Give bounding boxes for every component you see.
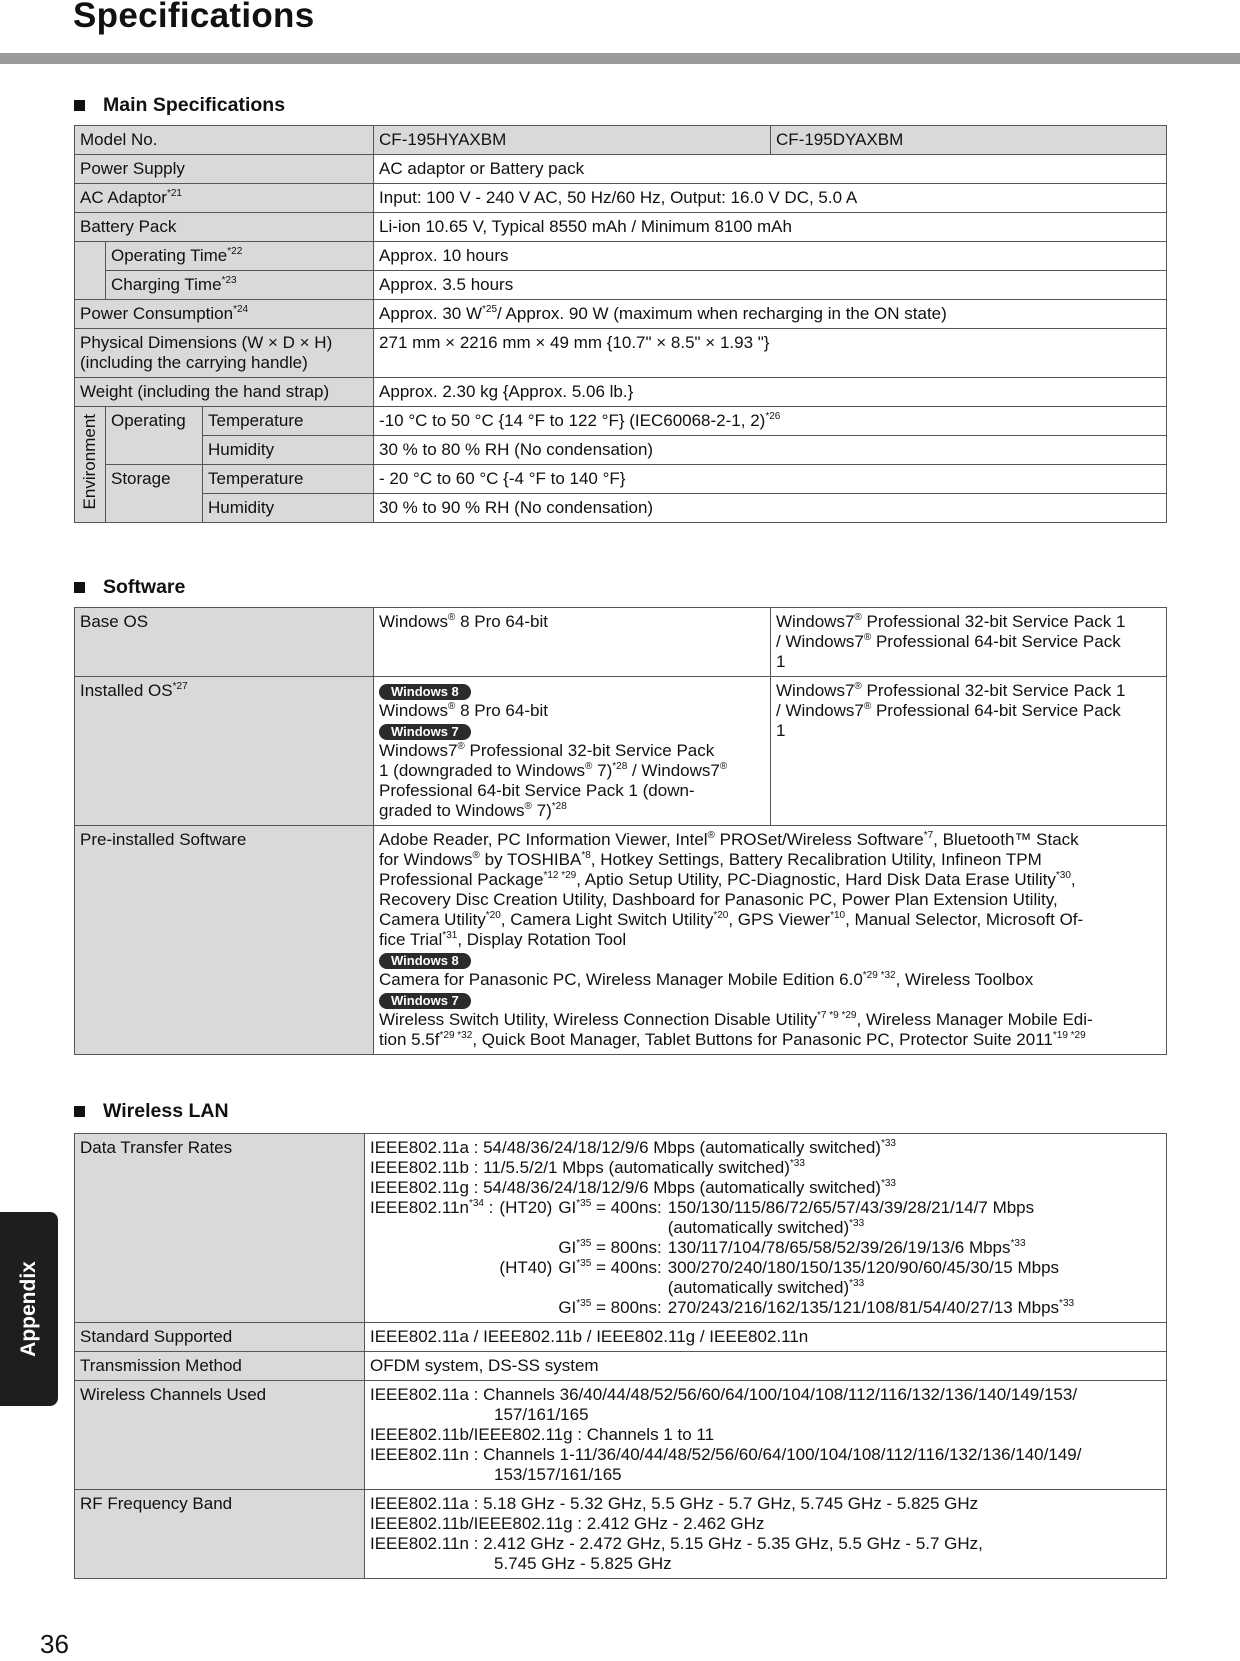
row-value: 271 mm × 2216 mm × 49 mm {10.7" × 8.5" × 1.93 "}	[374, 329, 1167, 378]
table-row	[75, 1490, 1167, 1579]
row-value: Input: 100 V - 240 V AC, 50 Hz/60 Hz, Output: 16.0 V DC, 5.0 A	[374, 184, 1167, 213]
wireless-lan-heading: Wireless LAN	[74, 1100, 229, 1123]
row-value: Adobe Reader, PC Information Viewer, Intel® PROSet/Wireless Software$^{*7}$, Bluetooth™ Stack for Windows® by TOSHIBA$^{*8}$, Hotkey Settings, Battery Recalibration Utility, Infineon TPM Professional Package$^{*12 *29}$, Aptio Setup Utility, PC-Diagnostic, Hard Disk Data Erase Utility$^{*30}$, Recovery Disc Creation Utility, Dashboard for Panasonic PC, Power Plan Extension Utility, Camera Utility$^{*20}$, Camera Light Switch Utility$^{*20}$, GPS Viewer$^{*10}$, Manual Selector, Microsoft Of- fice Trial$^{*31}$, Display Rotation Tool Windows 8 Camera for Panasonic PC, Wireless Manager Mobile Edition $6.0^{*29 *32}$, Wireless Toolbox Windows 7 Wireless Switch Utility, Wireless Connection Disable Utility$^{*7 *9 *29}$, Wireless Manager Mobile Edi- tion $5.5f^{*29 *32}$, Quick Boot Manager, Tablet Buttons for Panasonic PC, Protector Suite $2011^{*19 *29}$	[374, 826, 1167, 1055]
table-row	[75, 126, 1167, 155]
row-value: IEEE802.11a / IEEE802.11b / IEEE802.11g / IEEE802.11n	[365, 1323, 1167, 1352]
windows-7-badge: Windows 7	[379, 724, 471, 740]
row-label: Power Supply	[75, 155, 374, 184]
row-label: Battery Pack	[75, 213, 374, 242]
table-row	[75, 300, 1167, 329]
row-value: IEEE802.11a : 5.18 GHz - 5.32 GHz, 5.5 GHz - 5.7 GHz, 5.745 GHz - 5.825 GHz IEEE802.11b/IEEE802.11g : 2.412 GHz - 2.462 GHz IEEE802.11n : 2.412 GHz - 2.472 GHz, 5.15 GHz - 5.35 GHz, 5.5 GHz - 5.7 GHz, 5.745 GHz - 5.825 GHz	[365, 1490, 1167, 1579]
table-row	[75, 242, 1167, 271]
row-value: Windows® 8 Pro 64-bit	[374, 608, 771, 677]
row-label: Pre-installed Software	[75, 826, 374, 1055]
row-value: AC adaptor or Battery pack	[374, 155, 1167, 184]
row-label: Physical Dimensions (W × D × H) (including the carrying handle)	[75, 329, 374, 378]
square-bullet-icon	[74, 100, 85, 111]
row-label: Operating	[106, 407, 203, 465]
row-value: Approx. 2.30 kg {Approx. 5.06 lb.}	[374, 378, 1167, 407]
windows-7-badge: Windows 7	[379, 993, 471, 1009]
table-row	[75, 329, 1167, 378]
table-row	[75, 213, 1167, 242]
table-row	[75, 378, 1167, 407]
row-label: Charging Time$^{*23}$	[106, 271, 374, 300]
table-row	[75, 184, 1167, 213]
row-value: 30 % to 90 % RH (No condensation)	[374, 494, 1167, 523]
row-value: OFDM system, DS-SS system	[365, 1352, 1167, 1381]
wireless-lan-table	[74, 1133, 1167, 1579]
table-row	[75, 436, 1167, 465]
row-value: Approx. 10 hours	[374, 242, 1167, 271]
windows-8-badge: Windows 8	[379, 953, 471, 969]
software-table	[74, 607, 1167, 1055]
row-label: Operating Time$^{*22}$	[106, 242, 374, 271]
table-row	[75, 407, 1167, 436]
header-cell: Model No.	[75, 126, 374, 155]
main-specifications-heading: Main Specifications	[74, 94, 285, 117]
title-rule	[0, 53, 1240, 64]
row-value: IEEE802.11a : Channels 36/40/44/48/52/56/60/64/100/104/108/112/116/132/136/140/149/153/ 157/161/165 IEEE802.11b/IEEE802.11g : Channels 1 to 11 IEEE802.11n : Channels 1-11/36/40/44/48/52/56/60/64/100/104/108/112/116/132/136/140/149/ 153/157/161/165	[365, 1381, 1167, 1490]
row-value: -10 °C to 50 °C {14 °F to 122 °F} (IEC60068-2-1, 2)$^{*26}$	[374, 407, 1167, 436]
row-label: Weight (including the hand strap)	[75, 378, 374, 407]
row-value: - 20 °C to 60 °C {-4 °F to 140 °F}	[374, 465, 1167, 494]
row-label: Temperature	[203, 465, 374, 494]
indent-cell	[75, 242, 106, 300]
row-value: Approx. 3.5 hours	[374, 271, 1167, 300]
table-row	[75, 826, 1167, 1055]
row-value: Approx. 30 $W^{*25}/$ Approx. 90 W (maximum when recharging in the ON state)	[374, 300, 1167, 329]
table-row	[75, 677, 1167, 826]
table-row	[75, 1134, 1167, 1323]
software-heading: Software	[74, 576, 185, 599]
row-value: 30 % to 80 % RH (No condensation)	[374, 436, 1167, 465]
header-cell: CF-195DYAXBM	[771, 126, 1167, 155]
row-label: Base OS	[75, 608, 374, 677]
table-row	[75, 155, 1167, 184]
row-label: Transmission Method	[75, 1352, 365, 1381]
square-bullet-icon	[74, 582, 85, 593]
row-label: Installed OS$^{*27}$	[75, 677, 374, 826]
page-number: 36	[40, 1629, 69, 1659]
table-row	[75, 608, 1167, 677]
table-row	[75, 465, 1167, 494]
row-value: Windows7® Professional 32-bit Service Pack 1 / Windows7® Professional 64-bit Service Pack 1	[771, 677, 1167, 826]
row-label: Humidity	[203, 436, 374, 465]
table-row	[75, 1323, 1167, 1352]
header-cell: CF-195HYAXBM	[374, 126, 771, 155]
row-label: RF Frequency Band	[75, 1490, 365, 1579]
row-value: Windows7® Professional 32-bit Service Pack 1 / Windows7® Professional 64-bit Service Pack 1	[771, 608, 1167, 677]
row-label: Humidity	[203, 494, 374, 523]
table-row	[75, 494, 1167, 523]
page-title: Specifications	[73, 0, 315, 35]
row-label: Standard Supported	[75, 1323, 365, 1352]
row-label: Power Consumption$^{*24}$	[75, 300, 374, 329]
environment-label: Environment	[75, 407, 106, 523]
appendix-side-tab: Appendix	[0, 1212, 58, 1406]
row-value: IEEE802.11a : 54/48/36/24/18/12/9/6 Mbps (automatically switched)$^{*33}$ IEEE802.11b : 11/5.5/2/1 Mbps (automatically switched)$^{*33}$ IEEE802.11g : 54/48/36/24/18/12/9/6 Mbps (automatically switched)$^{*33}$ $IEEE802.11n^{*34}$ : (HT20) $GI^{*35} = 400ns$: 150/130/115/86/72/65/57/43/39/28/21/14/7 Mbps (automatically switched)$^{*33}$ $GI^{*35} = 800ns$: 130/117/104/78/65/58/52/39/26/19/13/6 Mbps$^{*33}$ (HT40) $GI^{*35} = 400ns$: 300/270/240/180/150/135/120/90/60/45/30/15 Mbps (automatically switched)$^{*33}$ $GI^{*35} = 800ns$: 270/243/216/162/135/121/108/81/54/40/27/13 Mbps$^{*33}$	[365, 1134, 1167, 1323]
square-bullet-icon	[74, 1106, 85, 1117]
row-label: Data Transfer Rates	[75, 1134, 365, 1323]
table-row	[75, 1352, 1167, 1381]
row-value: Li-ion 10.65 V, Typical 8550 mAh / Minimum 8100 mAh	[374, 213, 1167, 242]
ieee80211n-rates: $IEEE802.11n^{*34}$ : (HT20) $GI^{*35} = 400ns$: 150/130/115/86/72/65/57/43/39/28/21/14/7 Mbps (automatically switched)$^{*33}$ $GI^{*35} = 800ns$: 130/117/104/78/65/58/52/39/26/19/13/6 Mbps$^{*33}$ (HT40) $GI^{*35} = 400ns$: 300/270/240/180/150/135/120/90/60/45/30/15 Mbps (automatically switched)$^{*33}$ $GI^{*35} = 800ns$: 270/243/216/162/135/121/108/81/54/40/27/13 Mbps$^{*33}$	[370, 1198, 1075, 1317]
table-row	[75, 271, 1167, 300]
row-label: Storage	[106, 465, 203, 523]
main-specifications-table	[74, 125, 1167, 523]
row-label: AC Adaptor$^{*21}$	[75, 184, 374, 213]
table-row	[75, 1381, 1167, 1490]
row-label: Temperature	[203, 407, 374, 436]
row-label: Wireless Channels Used	[75, 1381, 365, 1490]
windows-8-badge: Windows 8	[379, 684, 471, 700]
row-value: Windows 8 Windows® 8 Pro 64-bit Windows 7 Windows7® Professional 32-bit Service Pack 1 (downgraded to Windows® 7)$^{*28}$ / Windows7® Professional 64-bit Service Pack 1 (down- graded to Windows® 7)$^{*28}$	[374, 677, 771, 826]
